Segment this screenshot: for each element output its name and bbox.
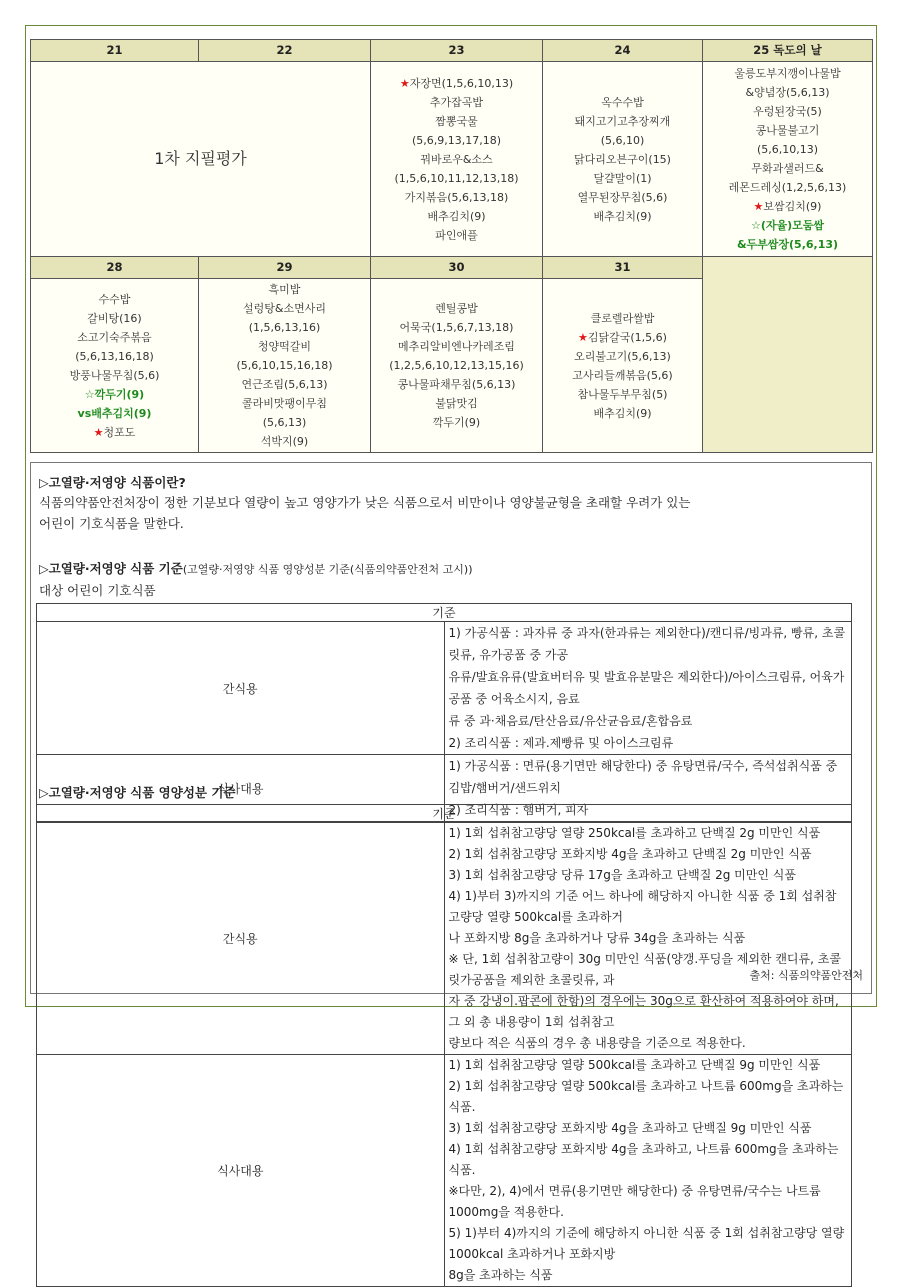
menu-item: (5,6,13,16,18): [75, 349, 154, 363]
menu-item: 꿔바로우&소스: [420, 152, 493, 166]
menu-cell-28: [31, 279, 199, 453]
menu-item: 무화과샐러드&: [751, 162, 824, 175]
menu-item: 청양떡갈비: [257, 340, 312, 353]
section-heading-definition: ▷고열량·저영양 식품이란?: [39, 475, 186, 490]
menu-item: 콩나물불고기: [755, 124, 820, 137]
menu-item: (5,6,10,15,16,18): [236, 359, 333, 372]
menu-cell-24: [543, 62, 703, 257]
star-icon: ★: [753, 200, 764, 213]
menu-item: (1,2,5,6,10,12,13,15,16): [389, 359, 524, 372]
menu-item: 울릉도부지깽이나물밥: [734, 67, 841, 80]
menu-item: 참나물두부무침(5): [577, 387, 668, 401]
menu-item: 렌틸콩밥: [435, 302, 478, 315]
menu-item: 고사리들깨볶음(5,6): [572, 368, 673, 382]
day-header-30: 30: [371, 257, 543, 279]
meal-criteria: 1) 가공식품 : 면류(용기면만 해당한다) 중 유탕면류/국수, 즉석섭취식품 중 김밥/햄버거/샌드위치 2) 조리식품 : 햄버거, 피자: [444, 755, 852, 822]
menu-item: 콩나물파채무침(5,6,13): [397, 378, 516, 391]
menu-item: 소고기숙주볶음: [77, 330, 152, 344]
menu-item: 돼지고기고추장찌개: [574, 114, 671, 128]
menu-item: 연근조림(5,6,13): [241, 378, 328, 391]
menu-item: 메추리알비엔나카레조림: [398, 340, 515, 353]
menu-item: 콜라비맛팽이무침: [241, 397, 327, 410]
empty-cell: [703, 257, 873, 453]
day-header-25: 25 독도의 날: [703, 40, 873, 62]
menu-cell-29: [199, 279, 371, 453]
menu-item-choice: vs배추김치(9): [77, 406, 152, 420]
source-note: 출처: 식품의약품안전처: [749, 969, 863, 982]
definition-text: 식품의약품안전처장이 정한 기분보다 열량이 높고 영양가가 낮은 식품으로서 비만이나 영양불균형을 초래할 우려가 있는 어린이 기호식품을 말한다.: [39, 495, 691, 531]
menu-item: 배추김치(9): [427, 209, 486, 223]
menu-item: ★김닭갈국(1,5,6): [578, 330, 667, 344]
school-menu-calendar: [30, 39, 873, 453]
menu-item: 추가잡곡밥: [429, 95, 484, 109]
menu-item: 불닭맛김: [435, 397, 478, 410]
menu-item: 짬뽕국물: [435, 114, 478, 128]
menu-item: 깍두기(9): [432, 416, 481, 429]
menu-item: 우렁된장국(5): [753, 105, 822, 118]
row-label-meal: 식사대용: [37, 755, 445, 822]
snack-nutrition-criteria: 1) 1회 섭취참고량당 열량 250kcal를 초과하고 단백질 2g 미만인 식품 2) 1회 섭취참고량당 포화지방 4g을 초과하고 단백질 2g 미만인 식품 3) 1회 섭취참고량당 당류 17g을 초과하고 단백질 2g 미만인 식품 4) 1)부터 3)까지의 기준 어느 하나에 해당하지 아니한 식품 중 1회 섭취참고량당 열량 500kcal를 초과하거 나 포화지방 8g을 초과하거나 당류 34g을 초과하는 식품 ※ 단, 1회 섭취참고량이 30g 미만인 식품(양갱.푸딩을 제외한 캔디류, 초콜릿가공품을 제외한 초콜릿류, 과 자 중 강냉이.팝콘에 한함)의 경우에는 30g으로 환산하여 적용하여야 하며, 그 외 총 내용량이 1회 섭취참고 량보다 적은 식품의 경우 총 내용량을 기준으로 적용한다.: [444, 823, 852, 1055]
menu-cell-30: [371, 279, 543, 453]
menu-item-choice: ☆(자율)모둠쌈: [750, 219, 825, 232]
menu-item-choice: ☆깍두기(9): [84, 387, 145, 401]
menu-item: 파인애플: [435, 228, 478, 242]
day-header-29: 29: [199, 257, 371, 279]
menu-item: &양념장(5,6,13): [745, 86, 830, 99]
exam-label: 1차 지필평가: [154, 148, 247, 168]
menu-item: 배추김치(9): [593, 406, 652, 420]
menu-item: (5,6,10,13): [756, 143, 819, 156]
info-panel: [30, 462, 872, 1282]
day-header-22: 22: [199, 40, 371, 62]
day-header-31: 31: [543, 257, 703, 279]
menu-cell-23: [371, 62, 543, 257]
menu-item: 레몬드레싱(1,2,5,6,13): [728, 181, 847, 194]
meal-nutrition-criteria: 1) 1회 섭취참고량당 열량 500kcal를 초과하고 단백질 9g 미만인 식품 2) 1회 섭취참고량당 열량 500kcal를 초과하고 나트륨 600mg을 초과하는 식품. 3) 1회 섭취참고량당 포화지방 4g을 초과하고 단백질 9g 미만인 식품 4) 1회 섭취참고량당 포화지방 4g을 초과하고, 나트륨 600mg을 초과하는 식품. ※다만, 2), 4)에서 면류(용기면만 해당한다) 중 유탕면류/국수는 나트륨 1000mg을 적용한다. 5) 1)부터 4)까지의 기준에 해당하지 아니한 식품 중 1회 섭취참고량당 열량 1000kcal 초과하거나 포화지방 8g을 초과하는 식품: [444, 1055, 852, 1287]
star-icon: ★: [578, 330, 588, 344]
menu-item: 설렁탕&소면사리: [243, 302, 326, 315]
row-label-meal: 식사대용: [37, 1055, 445, 1287]
menu-item: 가지볶음(5,6,13,18): [404, 190, 509, 204]
menu-item: 갈비탕(16): [87, 311, 142, 325]
menu-item: 어묵국(1,5,6,7,13,18): [399, 321, 514, 334]
row-label-snack: 간식용: [37, 622, 445, 755]
menu-item: (5,6,10): [600, 133, 645, 147]
menu-item: 옥수수밥: [601, 95, 644, 109]
snack-criteria: 1) 가공식품 : 과자류 중 과자(한과류는 제외한다)/캔디류/빙과류, 빵류, 초콜릿류, 유가공품 중 가공 유류/발효유류(발효버터유 및 발효유분말은 제외한다)/아이스크림류, 어육가공품 중 어육소시지, 음료 류 중 과·채음료/탄산음료/유산균음료/혼합음료 2) 조리식품 : 제과.제빵류 및 아이스크림류: [444, 622, 852, 755]
day-header-21: 21: [31, 40, 199, 62]
day-header-23: 23: [371, 40, 543, 62]
exam-cell: [31, 62, 371, 257]
menu-cell-31: [543, 279, 703, 453]
section-heading-nutrition: ▷고열량·저영양 식품 영양성분 기준: [39, 785, 236, 800]
menu-item: 달걀말이(1): [593, 171, 652, 185]
menu-item: 방풍나물무침(5,6): [69, 368, 160, 382]
menu-item: ★자장면(1,5,6,10,13): [399, 76, 514, 90]
menu-item: ★보쌈김치(9): [753, 200, 822, 213]
menu-item: (5,6,13): [262, 416, 307, 429]
menu-item: (1,5,6,10,11,12,13,18): [394, 171, 519, 185]
nutrition-table: [36, 804, 852, 1287]
menu-item: 수수밥: [98, 292, 131, 306]
target-text: 대상 어린이 기호식품: [39, 583, 156, 598]
star-icon: ★: [93, 425, 104, 439]
nutrition-table-header: 기준: [37, 805, 852, 823]
menu-item: 열무된장무침(5,6): [577, 190, 668, 204]
menu-item: 닭다리오븐구이(15): [574, 152, 671, 166]
row-label-snack: 간식용: [37, 823, 445, 1055]
menu-item: 배추김치(9): [593, 209, 652, 223]
menu-item: (1,5,6,13,16): [248, 321, 321, 334]
criteria-table-header: 기준: [37, 604, 852, 622]
menu-item: 클로렐라쌀밥: [590, 311, 655, 325]
menu-item: 오리불고기(5,6,13): [574, 349, 671, 363]
menu-item-choice: &두부쌈장(5,6,13): [736, 238, 839, 251]
menu-item: 흑미밥: [268, 283, 301, 296]
star-icon: ★: [399, 76, 410, 90]
menu-item: 석박지(9): [260, 435, 309, 448]
day-header-24: 24: [543, 40, 703, 62]
section-heading-criteria: ▷고열량·저영양 식품 기준(고열량·저영양 식품 영양성분 기준(식품의약품안전처 고시)): [39, 561, 473, 576]
day-header-28: 28: [31, 257, 199, 279]
menu-item: ★청포도: [93, 425, 136, 439]
menu-cell-25: [703, 62, 873, 257]
menu-item: (5,6,9,13,17,18): [411, 133, 502, 147]
